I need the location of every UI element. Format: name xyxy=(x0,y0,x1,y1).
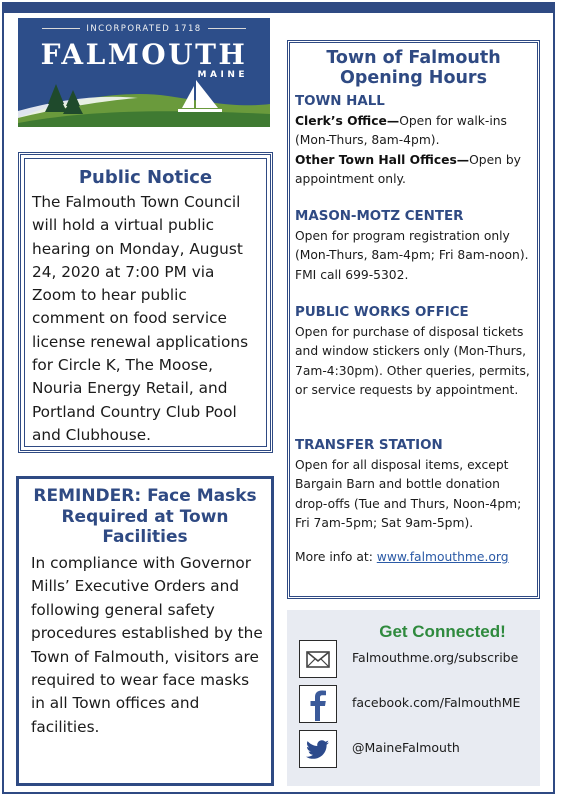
public-notice-box xyxy=(18,152,273,453)
town-hall-heading: TOWN HALL xyxy=(295,94,385,109)
mask-reminder-title: REMINDER: Face Masks Required at Town Facilities xyxy=(33,486,257,547)
opening-hours-box xyxy=(287,40,540,599)
landscape-icon xyxy=(18,78,270,127)
twitter-handle[interactable]: @MaineFalmouth xyxy=(352,740,460,755)
transfer-station-section xyxy=(295,436,531,534)
mason-motz-heading: MASON-MOTZ CENTER xyxy=(295,209,464,224)
twitter-row[interactable] xyxy=(299,730,534,770)
twitter-icon xyxy=(299,730,337,768)
more-info-label: More info at: xyxy=(295,550,377,564)
website-link[interactable]: www.falmouthme.org xyxy=(376,550,509,564)
more-info-line xyxy=(295,548,531,568)
public-works-heading: PUBLIC WORKS OFFICE xyxy=(295,305,469,320)
public-notice-body: The Falmouth Town Council will hold a virtual public hearing on Monday, August 24, 2020 at 7:00 PM via Zoom to hear public comment on food service license renewal applications for Circle K, The Moose, Nouria Energy Retail, and Portland Country Club Pool and Clubhouse. xyxy=(32,193,249,444)
facebook-row[interactable] xyxy=(299,685,534,725)
mail-icon xyxy=(299,640,337,678)
other-offices-line xyxy=(295,151,531,190)
logo-state: MAINE xyxy=(197,70,248,80)
falmouth-logo xyxy=(18,18,270,127)
mason-motz-section xyxy=(295,207,531,285)
get-connected-panel xyxy=(287,610,540,786)
transfer-station-text: Open for all disposal items, except Bargain Barn and bottle donation drop-offs (Tue and Thurs, Noon-4pm; Fri 7am-5pm; Sat 9am-5pm). xyxy=(295,457,522,530)
transfer-station-heading: TRANSFER STATION xyxy=(295,438,443,453)
facebook-icon xyxy=(299,685,337,723)
public-notice-title: Public Notice xyxy=(78,167,213,188)
logo-incorporated: INCORPORATED 1718 xyxy=(18,24,270,34)
clerk-office-label: Clerk’s Office— xyxy=(295,113,400,128)
town-hall-section xyxy=(295,92,531,190)
top-bar xyxy=(4,4,553,13)
facebook-link[interactable]: facebook.com/FalmouthME xyxy=(352,695,521,710)
mask-reminder-body: In compliance with Governor Mills’ Executive Orders and following general safety procedures established by the Town of Falmouth, visitors are required to wear face masks in all Town offices and facilities. xyxy=(31,554,263,736)
subscribe-link[interactable]: Falmouthme.org/subscribe xyxy=(352,650,519,665)
opening-hours-title: Town of Falmouth Opening Hours xyxy=(326,48,501,88)
other-offices-label: Other Town Hall Offices— xyxy=(295,152,470,167)
mask-reminder-box xyxy=(16,476,274,786)
logo-town-name: FALMOUTH xyxy=(40,38,248,71)
mason-motz-text: Open for program registration only (Mon-Thurs, 8am-4pm; Fri 8am-noon). FMI call 699-5302. xyxy=(295,228,529,282)
other-offices-text: Open by appointment only. xyxy=(295,152,521,186)
public-works-section xyxy=(295,303,531,401)
clerk-office-line xyxy=(295,112,531,151)
subscribe-row[interactable] xyxy=(299,640,534,680)
public-works-text: Open for purchase of disposal tickets and window stickers only (Mon-Thurs, 7am-4:30pm). Other queries, permits, or service requests by appointment. xyxy=(295,324,530,397)
get-connected-title: Get Connected! xyxy=(379,622,506,641)
clerk-office-text: Open for walk-ins (Mon-Thurs, 8am-4pm). xyxy=(295,113,507,147)
